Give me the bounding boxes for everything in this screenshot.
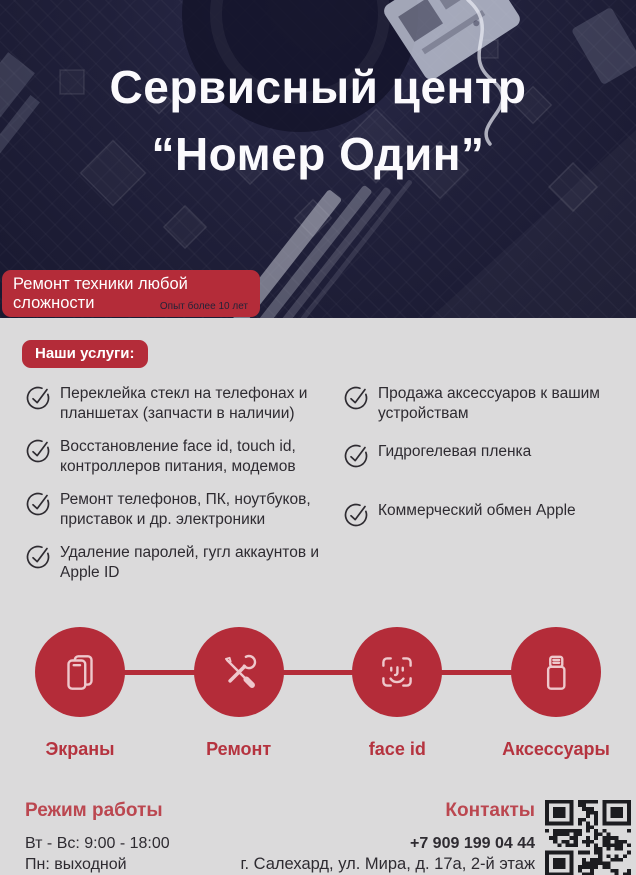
phone-screen-icon bbox=[57, 649, 103, 695]
check-circle-icon bbox=[25, 491, 51, 517]
title-line-1: Сервисный центр bbox=[109, 61, 527, 113]
phone-number: +7 909 199 04 44 bbox=[409, 835, 535, 852]
check-circle-icon bbox=[343, 502, 369, 528]
experience-note: Опыт более 10 лет bbox=[159, 301, 248, 312]
check-circle-icon bbox=[25, 438, 51, 464]
face-id-icon bbox=[374, 649, 420, 695]
category-screens bbox=[35, 627, 125, 717]
services-badge: Наши услуги: bbox=[22, 340, 148, 368]
service-item bbox=[25, 490, 343, 530]
service-label: Ремонт телефонов, ПК, ноутбуков, приставок и др. электроники bbox=[60, 491, 311, 528]
category-label-face-id: face id bbox=[368, 739, 426, 759]
address: г. Салехард, ул. Мира, д. 17а, 2-й этаж bbox=[240, 855, 535, 873]
working-hours-block bbox=[25, 800, 170, 875]
category-face-id bbox=[352, 627, 442, 717]
working-hours-title: Режим работы bbox=[25, 800, 163, 821]
hours-line: Пн: выходной bbox=[25, 856, 127, 873]
category-icons-row bbox=[0, 627, 636, 717]
service-label: Коммерческий обмен Apple bbox=[378, 502, 576, 519]
contacts-block bbox=[240, 800, 535, 875]
service-label: Продажа аксессуаров к вашим устройствам bbox=[378, 385, 600, 422]
services-list bbox=[0, 384, 636, 596]
category-labels-row bbox=[0, 739, 636, 760]
hours-line: Вт - Вс: 9:00 - 18:00 bbox=[25, 835, 170, 852]
service-label: Гидрогелевая пленка bbox=[378, 443, 532, 460]
tools-icon bbox=[216, 649, 262, 695]
contacts-title: Контакты bbox=[445, 800, 535, 821]
category-label-accessories: Аксессуары bbox=[502, 739, 610, 759]
service-label: Удаление паролей, гугл аккаунтов и Apple ID bbox=[60, 544, 320, 581]
service-item bbox=[25, 543, 343, 583]
category-label-screens: Экраны bbox=[45, 739, 115, 759]
flash-drive-icon bbox=[533, 649, 579, 695]
service-item bbox=[343, 384, 611, 424]
banner-text-2: сложности bbox=[13, 294, 95, 312]
category-label-repair: Ремонт bbox=[206, 739, 272, 759]
service-item bbox=[25, 437, 343, 477]
services-column-left bbox=[25, 384, 343, 596]
repair-banner bbox=[2, 270, 260, 317]
service-label: Восстановление face id, touch id, контроллеров питания, модемов bbox=[60, 438, 296, 475]
connector-line bbox=[80, 670, 556, 675]
check-circle-icon bbox=[25, 385, 51, 411]
services-column-right bbox=[343, 384, 611, 596]
check-circle-icon bbox=[343, 443, 369, 469]
content-section bbox=[0, 318, 636, 875]
banner-text: Ремонт техники любой bbox=[13, 275, 188, 293]
hero-section bbox=[0, 0, 636, 318]
check-circle-icon bbox=[343, 385, 369, 411]
service-item bbox=[343, 501, 611, 528]
check-circle-icon bbox=[25, 544, 51, 570]
footer-section bbox=[0, 800, 636, 875]
service-label: Переклейка стекл на телефонах и планшетах (запчасти в наличии) bbox=[60, 385, 308, 422]
title-line-2: “Номер Один” bbox=[151, 128, 485, 180]
qr-code bbox=[545, 800, 633, 875]
category-accessories bbox=[511, 627, 601, 717]
service-item bbox=[343, 442, 611, 469]
category-repair bbox=[194, 627, 284, 717]
service-item bbox=[25, 384, 343, 424]
page-title bbox=[0, 54, 636, 188]
